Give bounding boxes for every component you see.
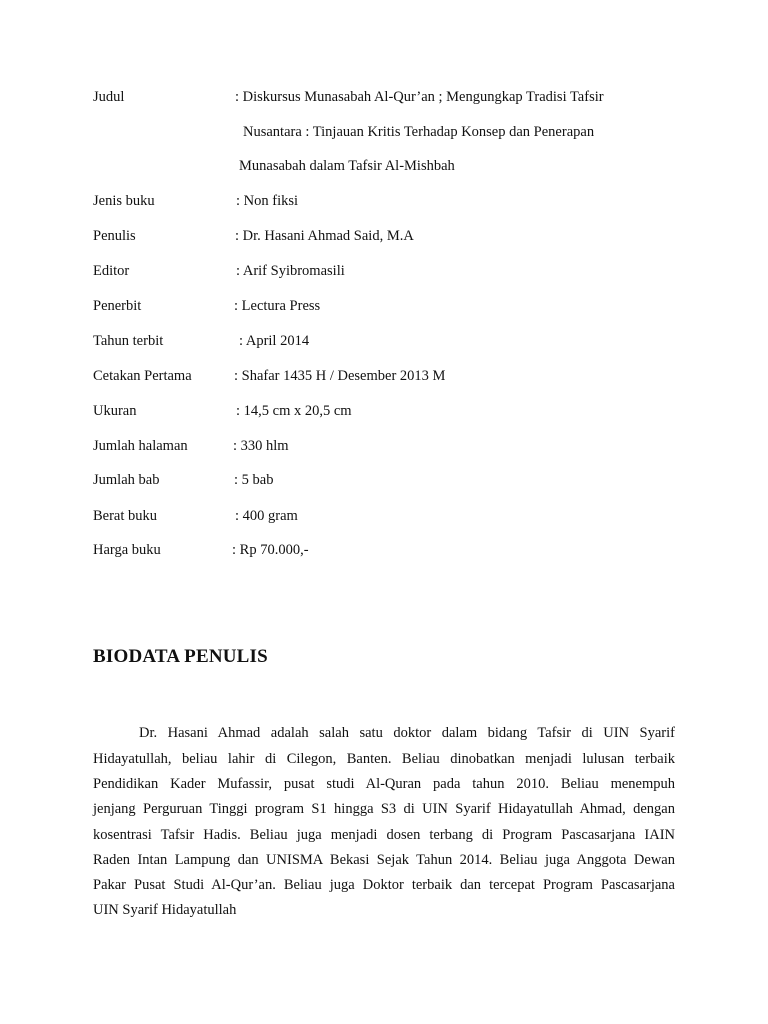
info-value: Munasabah dalam Tafsir Al-Mishbah <box>239 158 455 174</box>
info-label: Ukuran <box>93 403 137 419</box>
info-value: : Non fiksi <box>236 193 299 209</box>
info-value: : Dr. Hasani Ahmad Said, M.A <box>235 228 414 244</box>
paragraph-line: Pakar Pusat Studi Al-Qur’an. Beliau juga Doktor terbaik dan tercepat Program Pascasarjana <box>93 877 675 893</box>
info-value: : Shafar 1435 H / Desember 2013 M <box>234 368 446 384</box>
paragraph-line: jenjang Perguruan Tinggi program S1 hingga S3 di UIN Syarif Hidayatullah Ahmad, dengan <box>93 801 675 817</box>
section-heading: BIODATA PENULIS <box>93 646 268 667</box>
info-value: : 330 hlm <box>233 438 289 454</box>
info-label: Judul <box>93 89 125 105</box>
info-label: Editor <box>93 263 130 279</box>
info-label: Penulis <box>93 228 136 244</box>
info-value: : Lectura Press <box>234 298 321 314</box>
info-label: Tahun terbit <box>93 333 164 349</box>
paragraph-line: kosentrasi Tafsir Hadis. Beliau juga menjadi dosen terbang di Program Pascasarjana IAIN <box>93 827 675 843</box>
info-label: Jumlah bab <box>93 472 160 488</box>
info-value: Nusantara : Tinjauan Kritis Terhadap Konsep dan Penerapan <box>243 124 595 140</box>
info-label: Jenis buku <box>93 193 155 209</box>
info-label: Penerbit <box>93 298 142 314</box>
info-value: : Diskursus Munasabah Al-Qur’an ; Mengungkap Tradisi Tafsir <box>235 89 604 105</box>
paragraph-line: Pendidikan Kader Mufassir, pusat studi Al-Quran pada tahun 2010. Beliau menempuh <box>93 776 675 792</box>
info-value: : 14,5 cm x 20,5 cm <box>236 403 352 419</box>
info-value: : April 2014 <box>239 333 310 349</box>
info-value: : 400 gram <box>235 508 298 524</box>
info-label: Jumlah halaman <box>93 438 188 454</box>
paragraph-line: UIN Syarif Hidayatullah <box>93 902 237 918</box>
info-label: Cetakan Pertama <box>93 368 192 384</box>
paragraph-line: Dr. Hasani Ahmad adalah salah satu doktor dalam bidang Tafsir di UIN Syarif <box>139 725 675 741</box>
info-value: : Arif Syibromasili <box>236 263 345 279</box>
paragraph-line: Raden Intan Lampung dan UNISMA Bekasi Sejak Tahun 2014. Beliau juga Anggota Dewan <box>93 852 675 868</box>
info-label: Berat buku <box>93 508 158 524</box>
info-value: : 5 bab <box>234 472 274 488</box>
info-label: Harga buku <box>93 542 161 558</box>
info-value: : Rp 70.000,- <box>232 542 309 558</box>
paragraph-line: Hidayatullah, beliau lahir di Cilegon, Banten. Beliau dinobatkan menjadi lulusan terbaik <box>93 751 675 767</box>
